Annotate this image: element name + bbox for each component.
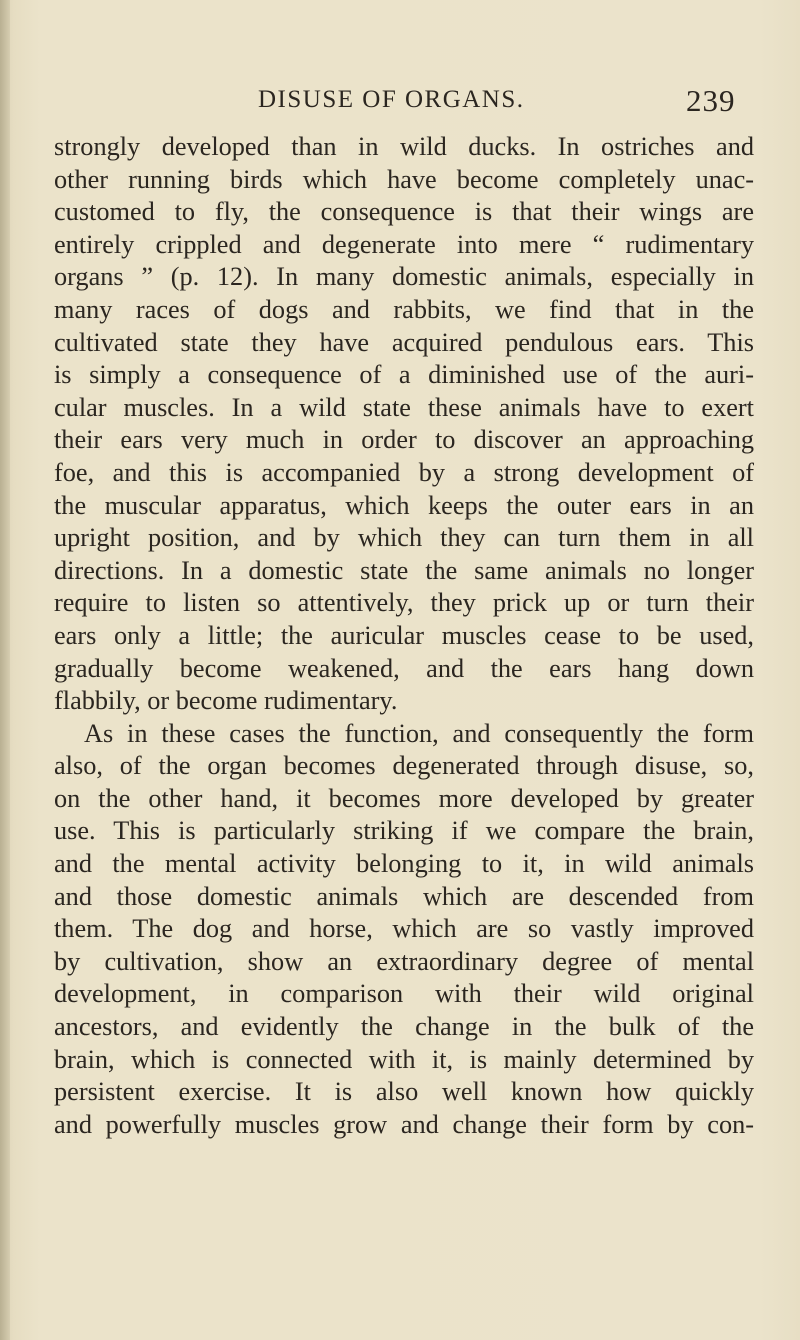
text-line: gradually become weakened, and the ears hang down	[54, 653, 754, 683]
text-line: persistent exercise. It is also well known how quickly	[54, 1077, 754, 1107]
text-line: organs ” (p. 12). In many domestic animals, especially in	[54, 262, 754, 292]
text-line: upright position, and by which they can turn them in all	[54, 523, 754, 553]
text-line: flabbily, or become rudimentary.	[54, 686, 398, 716]
text-line: on the other hand, it becomes more developed by greater	[54, 783, 754, 813]
text-line: cular muscles. In a wild state these animals have to exert	[54, 392, 754, 422]
text-line: ancestors, and evidently the change in the bulk of the	[54, 1012, 754, 1042]
text-line: their ears very much in order to discover an approaching	[54, 425, 754, 455]
running-head-title: DISUSE OF ORGANS.	[258, 86, 525, 113]
text-line: directions. In a domestic state the same animals no longer	[54, 555, 754, 585]
text-line: entirely crippled and degenerate into mere “ rudimentary	[54, 229, 754, 259]
text-line: is simply a consequence of a diminished use of the auri-	[54, 360, 754, 390]
text-line: use. This is particularly striking if we compare the brain,	[54, 816, 754, 846]
text-line: many races of dogs and rabbits, we find that in the	[54, 294, 754, 324]
page-number: 239	[686, 83, 736, 118]
text-line: and the mental activity belonging to it, in wild animals	[54, 849, 754, 879]
text-line: and powerfully muscles grow and change their form by con-	[54, 1109, 754, 1139]
running-head	[0, 83, 800, 126]
text-line: other running birds which have become completely unac-	[54, 164, 754, 194]
text-line: also, of the organ becomes degenerated through disuse, so,	[54, 751, 754, 781]
text-line: customed to fly, the consequence is that their wings are	[54, 197, 754, 227]
text-line: by cultivation, show an extraordinary degree of mental	[54, 946, 754, 976]
text-line: the muscular apparatus, which keeps the outer ears in an	[54, 490, 754, 520]
text-line: strongly developed than in wild ducks. In ostriches and	[54, 132, 754, 161]
text-line: ears only a little; the auricular muscles cease to be used,	[54, 620, 754, 650]
text-line: and those domestic animals which are descended from	[54, 881, 754, 911]
text-line: brain, which is connected with it, is mainly determined by	[54, 1044, 754, 1074]
text-line: cultivated state they have acquired pendulous ears. This	[54, 327, 754, 357]
page-binding-edge	[0, 0, 10, 1340]
text-line: development, in comparison with their wild original	[54, 979, 754, 1009]
body-text	[54, 131, 754, 1141]
paragraph-start-line: As in these cases the function, and consequently the form	[84, 718, 754, 748]
text-line: require to listen so attentively, they prick up or turn their	[54, 588, 754, 618]
text-line: foe, and this is accompanied by a strong development of	[54, 457, 754, 487]
text-line: them. The dog and horse, which are so vastly improved	[54, 914, 754, 944]
